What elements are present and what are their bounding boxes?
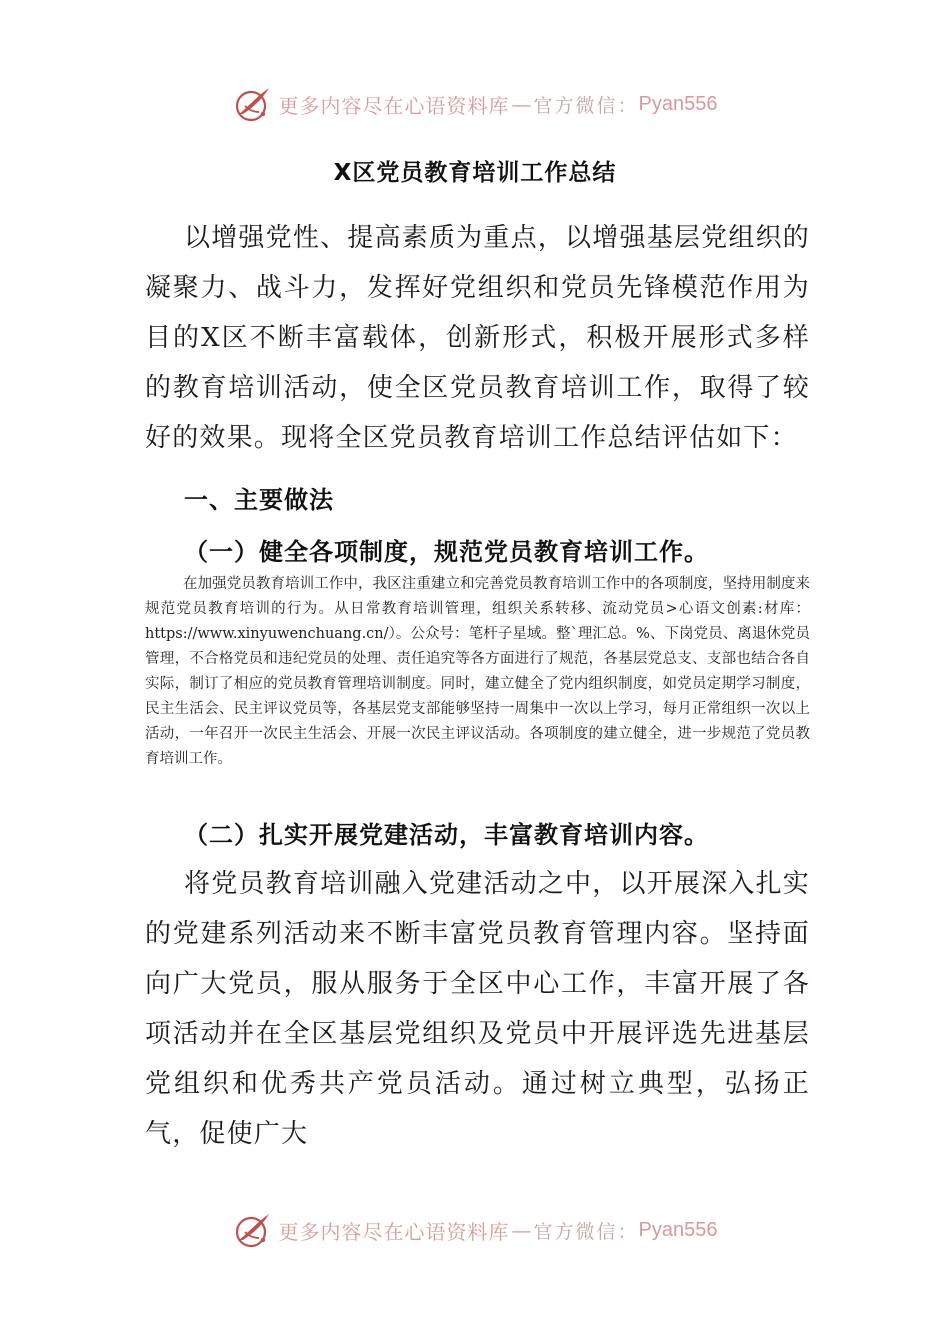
subsection-1-body: 在加强党员教育培训工作中，我区注重建立和完善党员教育培训工作中的各项制度，坚持用制度来规范党员教育培训的行为。从日常教育培训管理，组织关系转移、流动党员>心语文创素:材库：https://www.xinyuwenchuang.cn/）。公众号：笔杆子星域。整`理汇总。%、下岗党员、离退休党员管理，不合格党员和违纪党员的处理、责任追究等各方面进行了规范，各基层党总支、支部也结合各自实际，制订了相应的党员教育管理培训制度。同时，建立健全了党内组织制度，如党员定期学习制度，民主生活会、民主评议党员等，各基层党支部能够坚持一周集中一次以上学习，每月正常组织一次以上活动，一年召开一次民主生活会、开展一次民主评议活动。各项制度的建立健全，进一步规范了党员教育培训工作。	[145, 576, 810, 767]
subsection-heading-2: （二）扎实开展党建活动，丰富教育培训内容。	[184, 821, 709, 849]
banner-text: 更多内容尽在心语资料库	[278, 93, 510, 118]
banner-wechat-id: Pyan556	[638, 1218, 718, 1241]
subsection-2-body: 将党员教育培训融入党建活动之中，以开展深入扎实的党建系列活动来不断丰富党员教育管理内容。坚持面向广大党员，服从服务于全区中心工作，丰富开展了各项活动并在全区基层党组织及党员中开展评选先进基层党组织和优秀共产党员活动。通过树立典型，弘扬正气，促使广大	[145, 869, 810, 1149]
footer-banner	[0, 1208, 950, 1252]
section-heading-main-practices: 一、主要做法	[184, 486, 334, 514]
banner-text: 更多内容尽在心语资料库	[278, 1219, 510, 1244]
banner-wechat-id: Pyan556	[638, 92, 718, 115]
quill-pen-logo-icon	[233, 84, 273, 124]
header-banner	[0, 82, 950, 126]
banner-wechat-label: 官方微信：	[533, 1220, 639, 1243]
banner-wechat-label: 官方微信：	[533, 94, 639, 117]
document-title: X区党员教育培训工作总结	[333, 160, 617, 186]
quill-pen-logo-icon	[233, 1210, 273, 1250]
subsection-heading-1: （一）健全各项制度，规范党员教育培训工作。	[184, 538, 709, 566]
banner-separator: —	[511, 92, 532, 116]
intro-paragraph: 以增强党性、提高素质为重点，以增强基层党组织的凝聚力、战斗力，发挥好党组织和党员先锋模范作用为目的X区不断丰富载体，创新形式，积极开展形式多样的教育培训活动，使全区党员教育培训工作，取得了较好的效果。现将全区党员教育培训工作总结评估如下：	[145, 223, 810, 453]
banner-separator: —	[511, 1218, 532, 1242]
